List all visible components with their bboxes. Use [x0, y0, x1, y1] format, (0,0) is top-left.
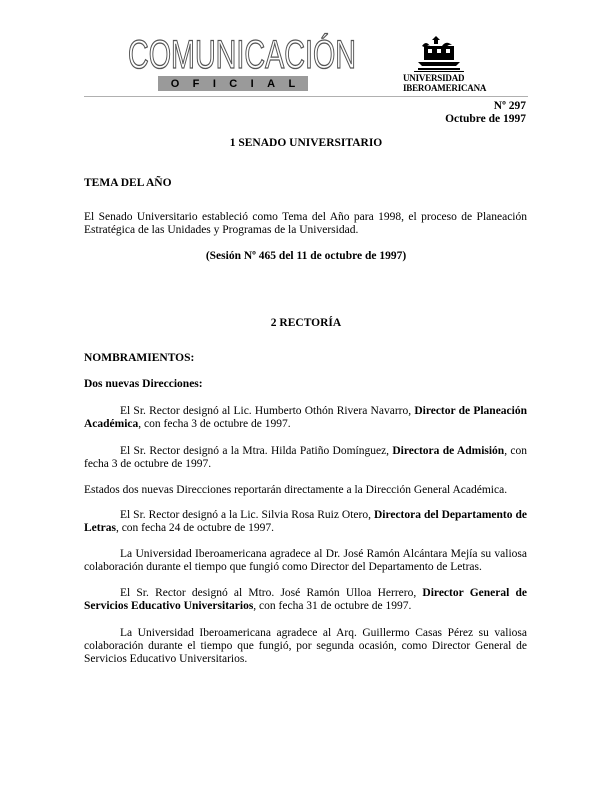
university-crest-icon	[412, 36, 466, 74]
appointment-title: Directora del Departamento de Letras	[84, 509, 527, 534]
masthead-subtitle-letter: C	[229, 77, 238, 90]
paragraph-reporting-note: Estados dos nuevas Direcciones reportarán directamente a la Dirección General Académica.	[84, 484, 508, 496]
appointment-title: Director General de Servicios Educativo Universitarios	[84, 587, 527, 612]
subheading-nombramientos: NOMBRAMIENTOS:	[84, 352, 195, 364]
paragraph-acknowledgement: La Universidad Iberoamericana agradece al Dr. José Ramón Alcántara Mejía su valiosa colaboración durante el tiempo que fungió como Director del Departamento de Letras.	[84, 548, 527, 573]
paragraph-appointment	[84, 445, 527, 471]
appointment-date: , con fecha 3 de octubre de 1997.	[138, 418, 291, 430]
masthead-subtitle-bar	[158, 76, 308, 91]
paragraph-appointment	[84, 405, 527, 431]
appointment-text: El Sr. Rector designó a la Lic. Silvia Rosa Ruiz Otero,	[120, 509, 374, 521]
university-name	[403, 73, 493, 93]
section-heading-senado: 1 SENADO UNIVERSITARIO	[229, 137, 383, 149]
appointment-date: , con fecha 3 de octubre de 1997.	[84, 445, 527, 470]
masthead-subtitle-letter: O	[170, 77, 180, 90]
masthead-subtitle-letter: I	[250, 77, 254, 90]
masthead-subtitle-letter: L	[288, 77, 296, 90]
subheading-dos-nuevas-direcciones: Dos nuevas Direcciones:	[84, 378, 203, 390]
appointment-text: El Sr. Rector designó a la Mtra. Hilda Patiño Domínguez,	[120, 445, 393, 457]
session-note: (Sesión Nº 465 del 11 de octubre de 1997)	[205, 250, 407, 262]
paragraph-senado: El Senado Universitario estableció como Tema del Año para 1998, el proceso de Planeación Estratégica de las Unidades y Programas de la Universidad.	[84, 211, 527, 236]
masthead-title	[128, 33, 446, 77]
appointment-date: , con fecha 31 de octubre de 1997.	[253, 600, 412, 612]
masthead-subtitle-letter: I	[212, 77, 216, 90]
masthead-title-text: COMUNICACIÓN	[128, 33, 446, 77]
issue-date: Octubre de 1997	[445, 113, 526, 125]
paragraph-appointment	[84, 509, 527, 535]
paragraph-appointment	[84, 587, 527, 613]
appointment-title: Directora de Admisión	[392, 445, 505, 457]
masthead-subtitle-letter: F	[192, 77, 200, 90]
appointment-text: El Sr. Rector designó al Mtro. José Ramón Ulloa Herrero,	[120, 587, 423, 599]
university-name-line1: UNIVERSIDAD	[403, 73, 465, 83]
university-name-line2: IBEROAMERICANA	[403, 83, 487, 93]
masthead-subtitle-letter: A	[267, 77, 276, 90]
appointment-date: , con fecha 24 de octubre de 1997.	[115, 522, 275, 534]
header-divider	[84, 96, 528, 97]
issue-number: Nº 297	[493, 100, 526, 112]
paragraph-acknowledgement: La Universidad Iberoamericana agradece al Arq. Guillermo Casas Pérez su valiosa colaboración durante el tiempo que fungió, por segunda ocasión, como Director General de Servicios Educativo Universitarios.	[84, 627, 527, 665]
subheading-tema-del-ano: TEMA DEL AÑO	[84, 177, 172, 189]
appointment-title: Director de Planeación Académica	[84, 405, 527, 430]
section-heading-rectoria: 2 RECTORÍA	[270, 317, 342, 329]
appointment-text: El Sr. Rector designó al Lic. Humberto Othón Rivera Navarro,	[120, 405, 415, 417]
